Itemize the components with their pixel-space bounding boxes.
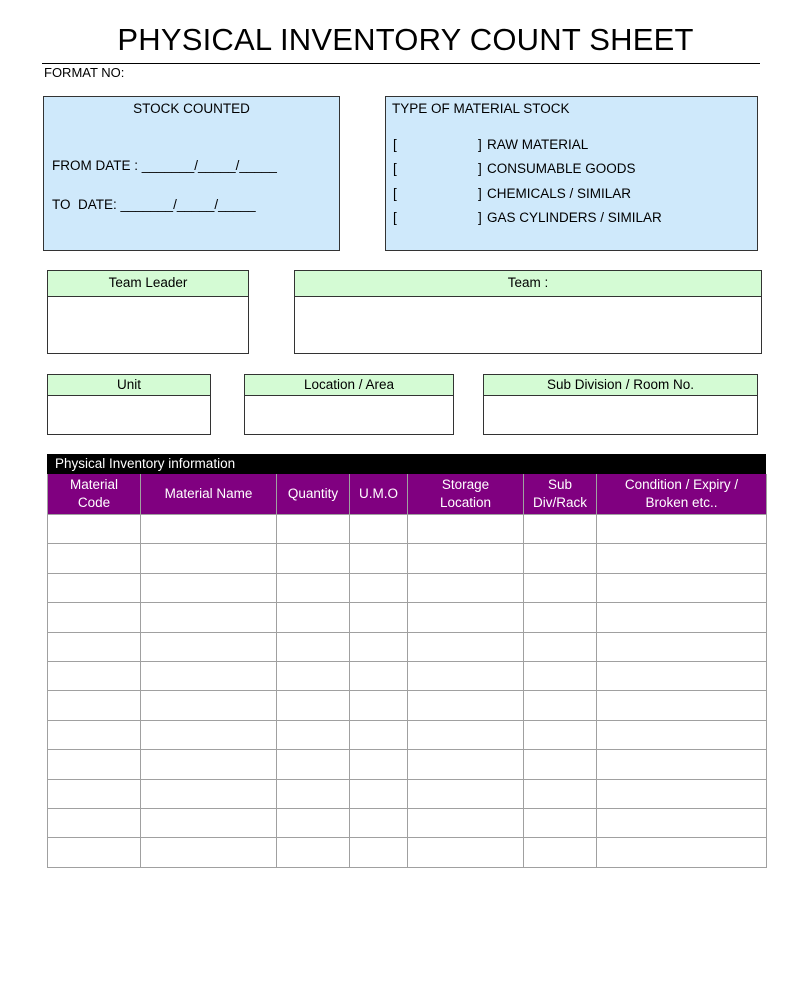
- table-cell[interactable]: [408, 720, 524, 749]
- material-option-label: RAW MATERIAL: [487, 137, 589, 152]
- table-cell[interactable]: [350, 838, 408, 867]
- unit-label: Unit: [48, 375, 210, 396]
- table-cell[interactable]: [350, 661, 408, 690]
- table-cell[interactable]: [524, 691, 597, 720]
- table-cell[interactable]: [597, 808, 767, 837]
- checkbox-bracket-open: [: [393, 137, 397, 152]
- checkbox-bracket-close: ]: [478, 161, 482, 176]
- table-row: [48, 544, 767, 573]
- table-cell[interactable]: [141, 603, 277, 632]
- format-no-label: FORMAT NO:: [44, 65, 125, 80]
- table-cell[interactable]: [408, 838, 524, 867]
- table-cell[interactable]: [597, 544, 767, 573]
- table-cell[interactable]: [408, 691, 524, 720]
- header-line: Condition / Expiry /: [624, 477, 739, 492]
- table-cell[interactable]: [48, 779, 141, 808]
- header-line: Quantity: [287, 486, 339, 501]
- material-type-box: [385, 96, 758, 251]
- table-cell[interactable]: [277, 632, 350, 661]
- team-leader-box[interactable]: [47, 270, 249, 354]
- table-row: [48, 632, 767, 661]
- table-cell[interactable]: [350, 720, 408, 749]
- checkbox-bracket-open: [: [393, 186, 397, 201]
- table-cell[interactable]: [48, 573, 141, 602]
- table-cell[interactable]: [277, 838, 350, 867]
- checkbox-bracket-close: ]: [478, 186, 482, 201]
- table-cell[interactable]: [597, 720, 767, 749]
- team-leader-label: Team Leader: [48, 271, 248, 297]
- table-cell[interactable]: [48, 691, 141, 720]
- table-cell[interactable]: [277, 661, 350, 690]
- table-cell[interactable]: [350, 691, 408, 720]
- table-cell[interactable]: [597, 573, 767, 602]
- table-cell[interactable]: [350, 515, 408, 544]
- table-cell[interactable]: [597, 632, 767, 661]
- stock-counted-title: STOCK COUNTED: [133, 101, 250, 116]
- header-line: Div/Rack: [532, 495, 587, 510]
- to-date-field[interactable]: TO DATE: _______/_____/_____: [52, 197, 256, 212]
- table-cell[interactable]: [524, 720, 597, 749]
- table-cell[interactable]: [277, 750, 350, 779]
- table-row: [48, 515, 767, 544]
- header-line: Broken etc..: [645, 495, 718, 510]
- table-cell[interactable]: [48, 720, 141, 749]
- table-row: [48, 603, 767, 632]
- table-cell[interactable]: [350, 750, 408, 779]
- checkbox-bracket-open: [: [393, 210, 397, 225]
- table-cell[interactable]: [48, 603, 141, 632]
- table-cell[interactable]: [350, 544, 408, 573]
- table-cell[interactable]: [277, 603, 350, 632]
- table-header-row: [48, 474, 767, 515]
- table-cell[interactable]: [408, 808, 524, 837]
- table-cell[interactable]: [48, 515, 141, 544]
- inventory-table-body: [48, 515, 767, 868]
- table-row: [48, 808, 767, 837]
- table-cell[interactable]: [408, 779, 524, 808]
- table-cell[interactable]: [277, 515, 350, 544]
- column-header-condition: [597, 474, 767, 515]
- table-cell[interactable]: [597, 750, 767, 779]
- table-cell[interactable]: [141, 515, 277, 544]
- table-row: [48, 779, 767, 808]
- table-row: [48, 750, 767, 779]
- subdivision-label: Sub Division / Room No.: [484, 375, 757, 396]
- header-line: Code: [77, 495, 111, 510]
- table-cell[interactable]: [350, 808, 408, 837]
- table-cell[interactable]: [524, 750, 597, 779]
- table-cell[interactable]: [597, 691, 767, 720]
- page-title: PHYSICAL INVENTORY COUNT SHEET: [117, 22, 694, 57]
- table-cell[interactable]: [408, 750, 524, 779]
- checkbox-bracket-close: ]: [478, 137, 482, 152]
- from-date-field[interactable]: FROM DATE : _______/_____/_____: [52, 158, 277, 173]
- table-cell[interactable]: [597, 838, 767, 867]
- header-line: U.M.O: [359, 486, 398, 501]
- header-line: Storage: [441, 477, 490, 492]
- location-box[interactable]: [244, 374, 454, 435]
- table-cell[interactable]: [48, 750, 141, 779]
- table-cell[interactable]: [597, 515, 767, 544]
- table-row: [48, 661, 767, 690]
- table-cell[interactable]: [524, 632, 597, 661]
- material-option-label: GAS CYLINDERS / SIMILAR: [487, 210, 662, 225]
- table-cell[interactable]: [350, 632, 408, 661]
- table-cell[interactable]: [141, 544, 277, 573]
- table-cell[interactable]: [141, 632, 277, 661]
- table-cell[interactable]: [524, 661, 597, 690]
- table-row: [48, 573, 767, 602]
- table-cell[interactable]: [524, 808, 597, 837]
- table-cell[interactable]: [350, 779, 408, 808]
- table-cell[interactable]: [524, 515, 597, 544]
- header-line: Sub: [547, 477, 573, 492]
- table-cell[interactable]: [524, 779, 597, 808]
- inventory-table-section: [47, 454, 766, 868]
- table-row: [48, 691, 767, 720]
- table-cell[interactable]: [408, 544, 524, 573]
- material-type-title: TYPE OF MATERIAL STOCK: [392, 101, 570, 116]
- table-cell[interactable]: [141, 573, 277, 602]
- table-cell[interactable]: [597, 661, 767, 690]
- column-header-umo: [350, 474, 408, 515]
- inventory-table-banner: Physical Inventory information: [47, 454, 766, 474]
- table-cell[interactable]: [524, 544, 597, 573]
- table-cell[interactable]: [48, 661, 141, 690]
- header-line: Material: [69, 477, 118, 492]
- team-box[interactable]: [294, 270, 762, 354]
- table-cell[interactable]: [141, 691, 277, 720]
- table-cell[interactable]: [408, 632, 524, 661]
- title-underline: [42, 63, 760, 64]
- table-cell[interactable]: [141, 779, 277, 808]
- column-header-material-name: [141, 474, 277, 515]
- table-cell[interactable]: [350, 573, 408, 602]
- table-cell[interactable]: [524, 603, 597, 632]
- table-cell[interactable]: [408, 573, 524, 602]
- header-line: Location: [439, 495, 492, 510]
- table-cell[interactable]: [48, 808, 141, 837]
- table-cell[interactable]: [408, 661, 524, 690]
- table-cell[interactable]: [524, 573, 597, 602]
- column-header-storage-location: [408, 474, 524, 515]
- table-cell[interactable]: [277, 573, 350, 602]
- table-cell[interactable]: [524, 838, 597, 867]
- table-cell[interactable]: [141, 750, 277, 779]
- table-cell[interactable]: [48, 544, 141, 573]
- table-cell[interactable]: [408, 603, 524, 632]
- table-cell[interactable]: [277, 720, 350, 749]
- column-header-sub-div-rack: [524, 474, 597, 515]
- table-cell[interactable]: [597, 603, 767, 632]
- column-header-material-code: [48, 474, 141, 515]
- table-cell[interactable]: [141, 808, 277, 837]
- location-label: Location / Area: [245, 375, 453, 396]
- table-cell[interactable]: [277, 808, 350, 837]
- column-header-quantity: [277, 474, 350, 515]
- stock-counted-box: [43, 96, 340, 251]
- table-cell[interactable]: [141, 661, 277, 690]
- header-line: Material Name: [164, 486, 253, 501]
- table-row: [48, 720, 767, 749]
- table-cell[interactable]: [277, 544, 350, 573]
- team-label: Team :: [295, 271, 761, 297]
- material-option-label: CONSUMABLE GOODS: [487, 161, 636, 176]
- unit-box[interactable]: [47, 374, 211, 435]
- table-cell[interactable]: [408, 515, 524, 544]
- subdivision-box[interactable]: [483, 374, 758, 435]
- table-cell[interactable]: [597, 779, 767, 808]
- table-cell[interactable]: [277, 779, 350, 808]
- checkbox-bracket-close: ]: [478, 210, 482, 225]
- table-row: [48, 838, 767, 867]
- table-cell[interactable]: [277, 691, 350, 720]
- checkbox-bracket-open: [: [393, 161, 397, 176]
- table-cell[interactable]: [141, 720, 277, 749]
- table-cell[interactable]: [350, 603, 408, 632]
- inventory-table: [47, 474, 767, 868]
- table-cell[interactable]: [141, 838, 277, 867]
- table-cell[interactable]: [48, 632, 141, 661]
- table-cell[interactable]: [48, 838, 141, 867]
- material-option-label: CHEMICALS / SIMILAR: [487, 186, 632, 201]
